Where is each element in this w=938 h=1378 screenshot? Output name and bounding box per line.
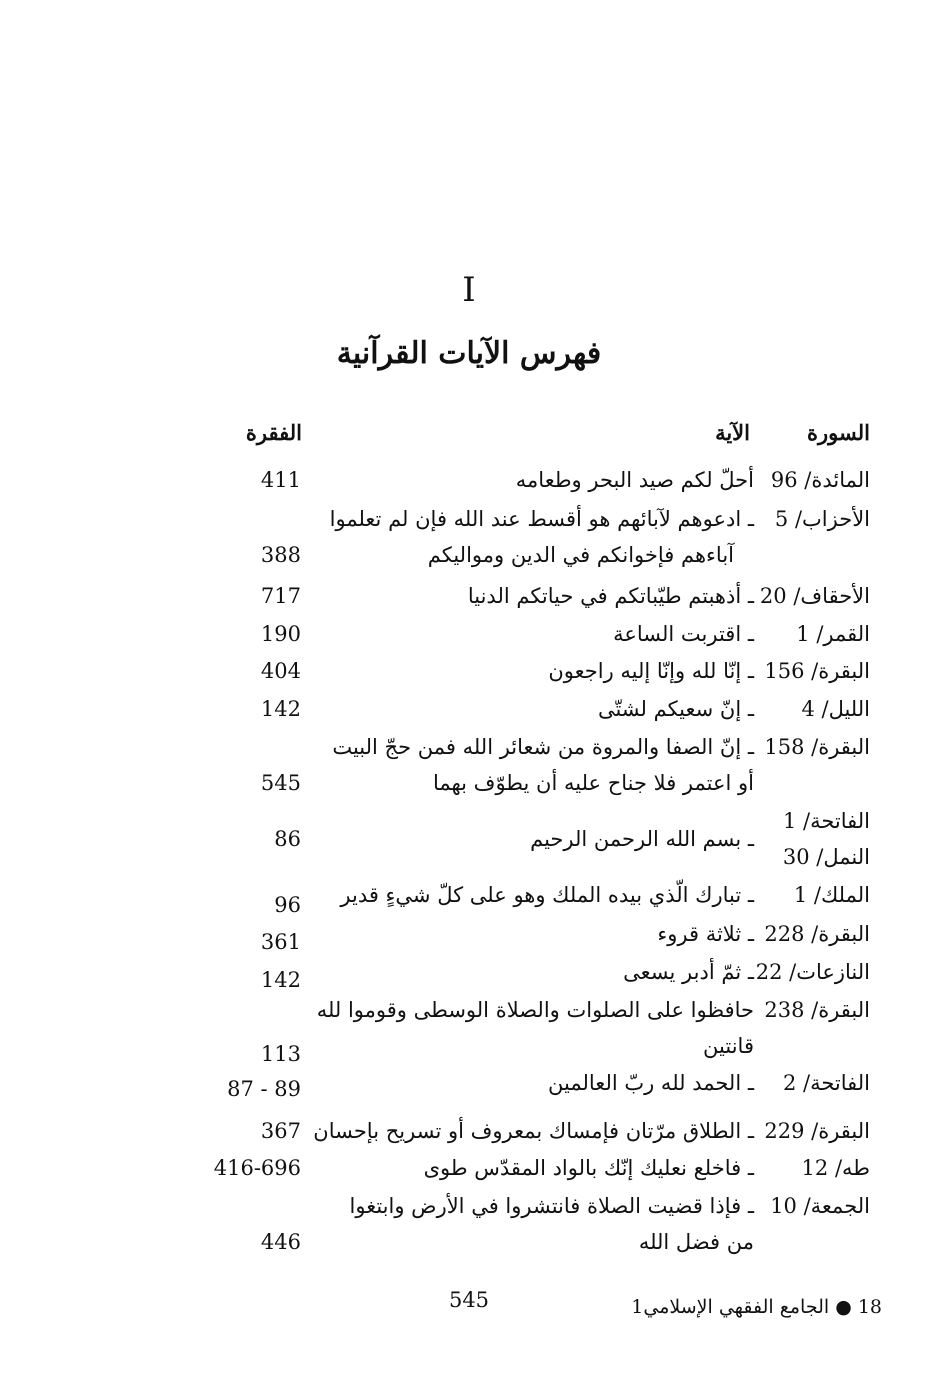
surah-ref: البقرة/ 156 — [764, 659, 870, 683]
paragraph-number: 142 — [260, 697, 301, 721]
verse-text: ـ الحمد لله ربّ العالمين — [548, 1071, 754, 1095]
surah-ref: الأحزاب/ 5 — [774, 507, 870, 531]
surah-ref: النازعات/ 22 — [755, 960, 870, 984]
surah-ref: البقرة/ 229 — [764, 1119, 870, 1143]
paragraph-number: 86 — [274, 827, 301, 851]
verse-text: ـ تبارك الّذي بيده الملك وهو على كلّ شيءٍ قدير — [340, 883, 754, 907]
verse-text: ـ بسم الله الرحمن الرحيم — [530, 827, 754, 851]
paragraph-number: 388 — [260, 543, 301, 567]
paragraph-number: 416-696 — [213, 1156, 301, 1180]
column-header-surah: السورة — [807, 420, 870, 445]
verse-text: ـ أذهبتم طيّباتكم في حياتكم الدنيا — [467, 584, 754, 608]
paragraph-number: 142 — [260, 968, 301, 992]
verse-text: ـ الطلاق مرّتان فإمساك بمعروف أو تسريح بإحسان — [313, 1119, 754, 1143]
paragraph-number: 545 — [260, 771, 301, 795]
surah-ref: المائدة/ 96 — [770, 468, 870, 492]
surah-ref: الأحقاف/ 20 — [759, 584, 870, 608]
column-header-verse: الآية — [715, 420, 750, 445]
page-number: 545 — [448, 1288, 490, 1312]
page-title: فهرس الآيات القرآنية — [336, 336, 602, 371]
verse-text-continued: أو اعتمر فلا جناح عليه أن يطوّف بهما — [432, 771, 754, 795]
paragraph-number: 96 — [274, 893, 301, 917]
verse-text: ـ اقتربت الساعة — [613, 622, 754, 646]
surah-ref: الملك/ 1 — [793, 883, 870, 907]
verse-text-continued: قانتين — [703, 1034, 754, 1058]
surah-ref: القمر/ 1 — [796, 622, 870, 646]
paragraph-number: 190 — [260, 622, 301, 646]
paragraph-number: 113 — [260, 1042, 301, 1066]
verse-text: ـ إنّ الصفا والمروة من شعائر الله فمن حجّ البيت — [332, 735, 754, 759]
paragraph-number: 411 — [260, 468, 301, 492]
verse-text: ـ فاخلع نعليك إنّك بالواد المقدّس طوى — [423, 1156, 754, 1180]
paragraph-number: 367 — [260, 1119, 301, 1143]
footer-book-title: 18 ● الجامع الفقهي الإسلامي1 — [631, 1296, 882, 1318]
surah-ref: الفاتحة/ 1 — [782, 809, 870, 833]
verse-text-continued: من فضل الله — [638, 1230, 754, 1254]
surah-ref-secondary: النمل/ 30 — [782, 845, 870, 869]
paragraph-number: 361 — [260, 930, 301, 954]
paragraph-number: 87 - 89 — [227, 1077, 301, 1101]
verse-text: أحلّ لكم صيد البحر وطعامه — [515, 468, 754, 492]
section-numeral: I — [462, 270, 476, 310]
surah-ref: الليل/ 4 — [801, 697, 870, 721]
verse-text: حافظوا على الصلوات والصلاة الوسطى وقوموا لله — [316, 998, 754, 1022]
column-header-paragraph: الفقرة — [245, 420, 302, 445]
verse-text: ـ إنّا لله وإنّا إليه راجعون — [548, 659, 754, 683]
surah-ref: البقرة/ 228 — [764, 922, 870, 946]
verse-text-continued: آباءهم فإخوانكم في الدين ومواليكم — [427, 543, 734, 567]
verse-text: ـ ثلاثة قروء — [657, 922, 754, 946]
surah-ref: الجمعة/ 10 — [770, 1194, 870, 1218]
paragraph-number: 717 — [260, 584, 301, 608]
verse-text: ـ ثمّ أدبر يسعى — [623, 960, 754, 984]
paragraph-number: 446 — [260, 1230, 301, 1254]
surah-ref: طه/ 12 — [801, 1156, 870, 1180]
surah-ref: البقرة/ 158 — [764, 735, 870, 759]
paragraph-number: 404 — [260, 659, 301, 683]
verse-text: ـ ادعوهم لآبائهم هو أقسط عند الله فإن لم تعلموا — [329, 507, 754, 531]
verse-text: ـ فإذا قضيت الصلاة فانتشروا في الأرض وابتغوا — [349, 1194, 754, 1218]
surah-ref: الفاتحة/ 2 — [782, 1071, 870, 1095]
verse-text: ـ إنّ سعيكم لشتّى — [597, 697, 754, 721]
surah-ref: البقرة/ 238 — [764, 998, 870, 1022]
